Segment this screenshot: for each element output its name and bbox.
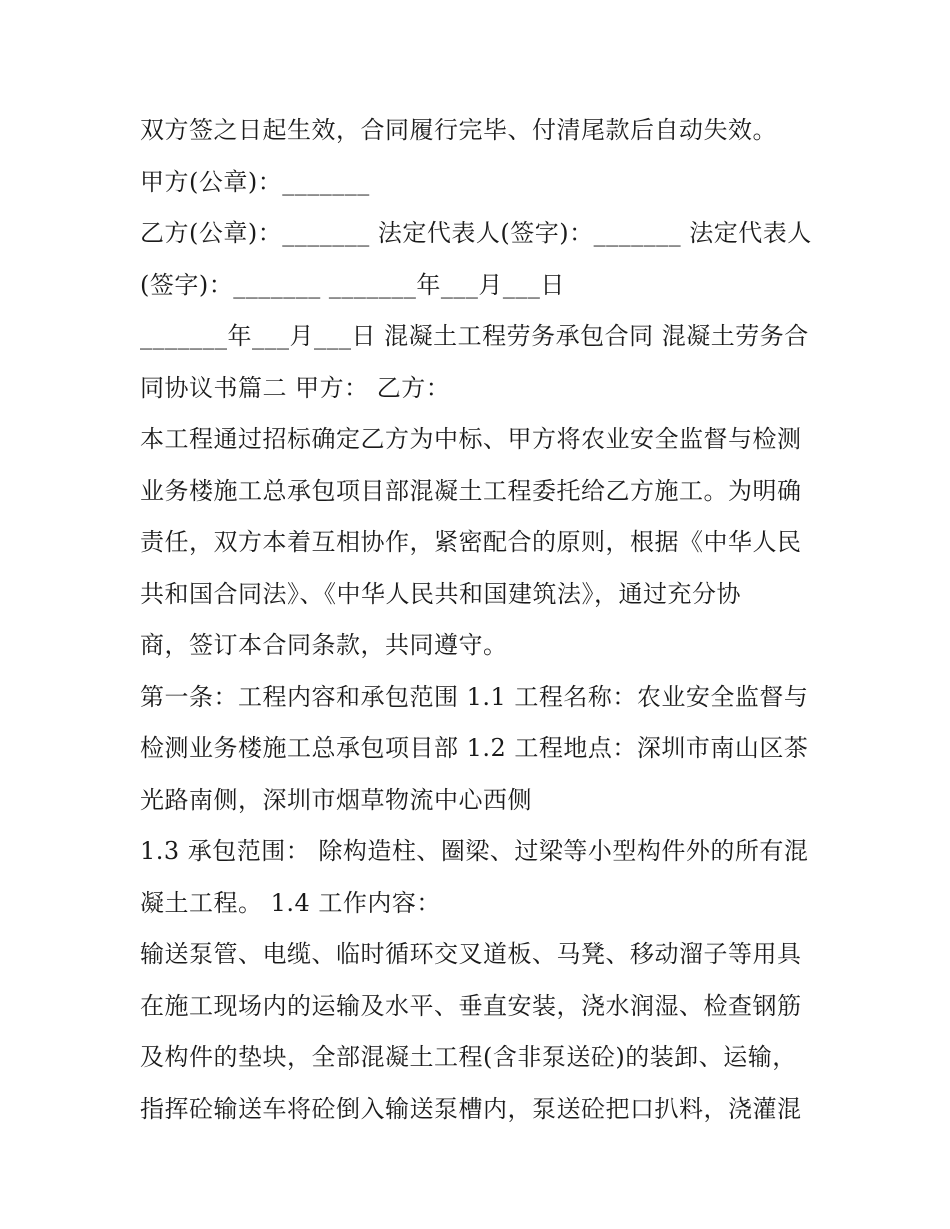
text-line: 乙方(公章)：_______ 法定代表人(签字)：_______ 法定代表人 — [140, 219, 812, 247]
text-line: 检测业务楼施工总承包项目部 1.2 工程地点：深圳市南山区茶 — [140, 734, 809, 762]
text-line: 本工程通过招标确定乙方为中标、甲方将农业安全监督与检测 — [140, 425, 802, 453]
text-line: 商，签订本合同条款，共同遵守。 — [140, 631, 508, 659]
document-body — [140, 105, 820, 1135]
text-line: 指挥砼输送车将砼倒入输送泵槽内，泵送砼把口扒料，浇灌混 — [140, 1094, 802, 1123]
text-line: 在施工现场内的运输及水平、垂直安装，浇水润湿、检查钢筋 — [140, 991, 802, 1020]
text-line: 及构件的垫块，全部混凝土工程(含非泵送砼)的装卸、运输， — [140, 1043, 797, 1071]
text-line: 双方签之日起生效，合同履行完毕、付清尾款后自动失效。 — [140, 116, 777, 144]
text-line: 同协议书篇二 甲方： 乙方： — [140, 373, 451, 402]
text-line: 甲方(公章)：_______ — [140, 167, 370, 196]
text-line: (签字)：_______ _______年___月___日 — [140, 270, 565, 299]
text-line: 输送泵管、电缆、临时循环交叉道板、马凳、移动溜子等用具 — [140, 940, 802, 968]
text-line: 业务楼施工总承包项目部混凝土工程委托给乙方施工。为明确 — [140, 476, 802, 505]
text-line: 光路南侧，深圳市烟草物流中心西侧 — [140, 785, 532, 814]
text-line: 第一条：工程内容和承包范围 1.1 工程名称：农业安全监督与 — [140, 682, 809, 711]
text-line: 责任，双方本着互相协作，紧密配合的原则，根据《中华人民 — [140, 528, 802, 556]
text-line: _______年___月___日 混凝土工程劳务承包合同 混凝土劳务合 — [140, 322, 809, 350]
text-line: 1.3 承包范围： 除构造柱、圈梁、过梁等小型构件外的所有混 — [140, 837, 809, 865]
text-line: 凝土工程。 1.4 工作内容： — [140, 888, 441, 917]
text-line: 共和国合同法》、《中华人民共和国建筑法》，通过充分协 — [140, 579, 741, 608]
